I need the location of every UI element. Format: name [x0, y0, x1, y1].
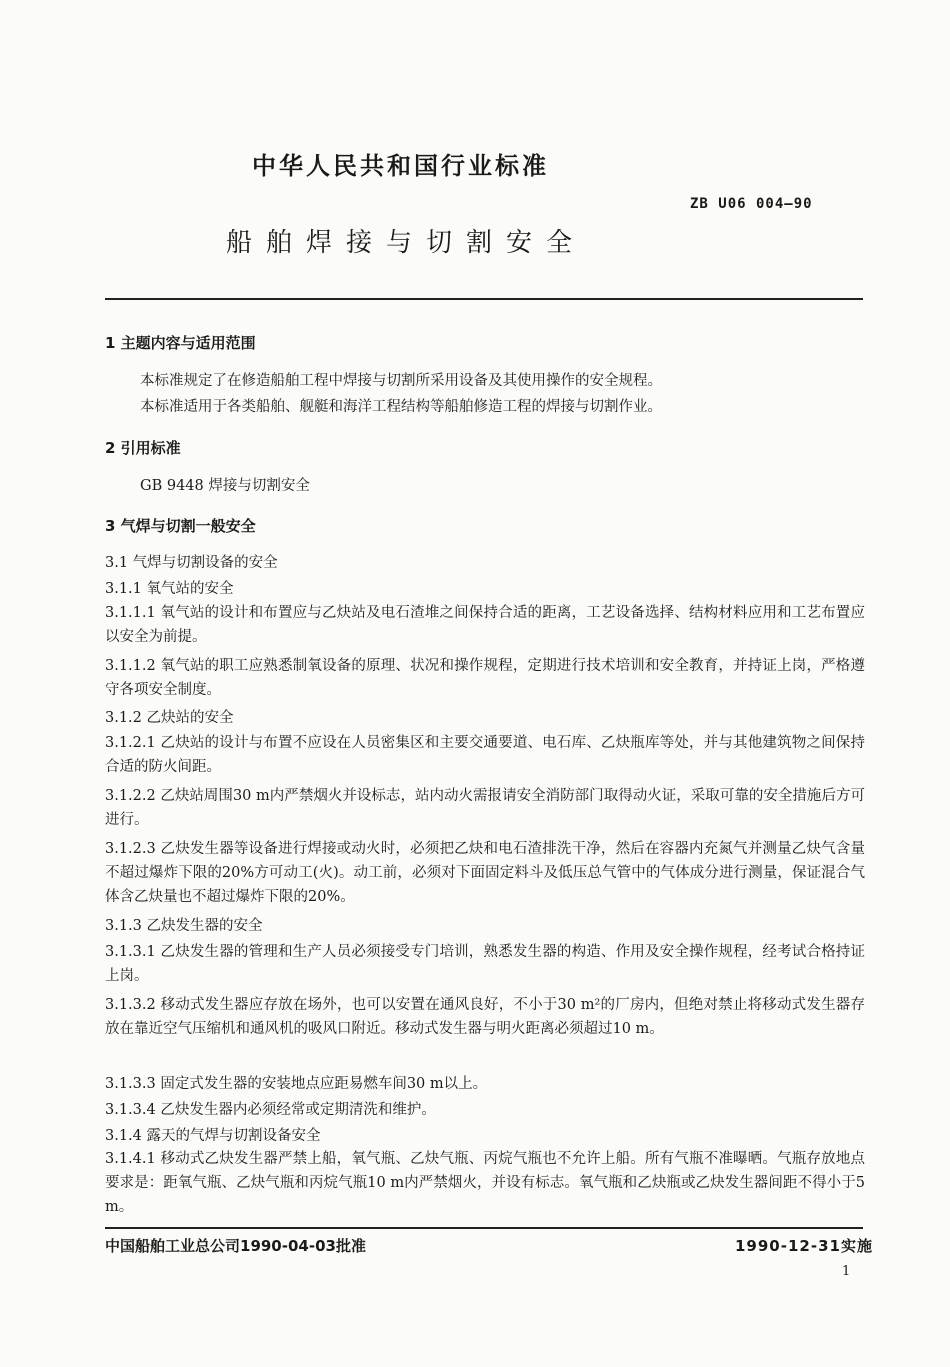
page-number: 1: [842, 1264, 851, 1279]
clause-3-1-1: 3.1.1 氧气站的安全: [105, 581, 234, 597]
clause-3-1-2-2: 3.1.2.2 乙炔站周围30 m内严禁烟火并设标志，站内动火需报请安全消防部门取得动火证，采取可靠的安全措施后方可进行。: [105, 788, 865, 828]
section-3-heading: 3 气焊与切割一般安全: [105, 517, 256, 535]
clause-3-1-2: 3.1.2 乙炔站的安全: [105, 710, 234, 726]
clause-3-1-3-2: 3.1.3.2 移动式发生器应存放在场外，也可以安置在通风良好，不小于30 m²的厂房内，但绝对禁止将移动式发生器存放在靠近空气压缩机和通风机的吸风口附近。移动式发生器与明火距离必须超过10 m。: [105, 997, 865, 1037]
clause-3-1-4-1: 3.1.4.1 移动式乙炔发生器严禁上船，氧气瓶、乙炔气瓶、丙烷气瓶也不允许上船。所有气瓶不准曝晒。气瓶存放地点要求是：距氧气瓶、乙炔气瓶和丙烷气瓶10 m内严禁烟火，并设有标志。氧气瓶和乙炔瓶或乙炔发生器间距不得小于5 m。: [105, 1151, 865, 1215]
section-1-heading: 1 主题内容与适用范围: [105, 334, 256, 352]
clause-3-1-1-2: 3.1.1.2 氧气站的职工应熟悉制氧设备的原理、状况和操作规程，定期进行技术培训和安全教育，并持证上岗，严格遵守各项安全制度。: [105, 658, 865, 698]
clause-3-1-2-3: 3.1.2.3 乙炔发生器等设备进行焊接或动火时，必须把乙炔和电石渣排洗干净，然后在容器内充氮气并测量乙炔气含量不超过爆炸下限的20%方可动工(火)。动工前，必须对下面固定料斗及低压总气管中的气体成分进行测量，保证混合气体含乙炔量也不超过爆炸下限的20%。: [105, 841, 865, 905]
clause-3-1-4: 3.1.4 露天的气焊与切割设备安全: [105, 1128, 321, 1144]
section-1-paragraph-2: 本标准适用于各类船舶、舰艇和海洋工程结构等船舶修造工程的焊接与切割作业。: [140, 399, 662, 415]
clause-3-1-3-1: 3.1.3.1 乙炔发生器的管理和生产人员必须接受专门培训，熟悉发生器的构造、作用及安全操作规程，经考试合格持证上岗。: [105, 944, 865, 984]
effective-date: 1990-12-31实施: [735, 1237, 873, 1255]
header-divider: [105, 298, 863, 300]
standard-category-title: 中华人民共和国行业标准: [252, 152, 549, 180]
clause-3-1-3-4: 3.1.3.4 乙炔发生器内必须经常或定期清洗和维护。: [105, 1102, 436, 1118]
clause-3-1-1-1: 3.1.1.1 氧气站的设计和布置应与乙炔站及电石渣堆之间保持合适的距离，工艺设备选择、结构材料应用和工艺布置应以安全为前提。: [105, 605, 865, 645]
clause-3-1-2-1: 3.1.2.1 乙炔站的设计与布置不应设在人员密集区和主要交通要道、电石库、乙炔瓶库等处，并与其他建筑物之间保持合适的防火间距。: [105, 735, 865, 775]
clause-3-1: 3.1 气焊与切割设备的安全: [105, 555, 278, 571]
approval-note: 中国船舶工业总公司1990-04-03批准: [105, 1237, 366, 1255]
footer-divider: [105, 1227, 863, 1229]
standard-code: ZB U06 004—90: [690, 196, 813, 212]
document-title: 船舶焊接与切割安全: [226, 228, 587, 258]
referenced-standard: GB 9448 焊接与切割安全: [140, 478, 310, 494]
section-1-paragraph-1: 本标准规定了在修造船舶工程中焊接与切割所采用设备及其使用操作的安全规程。: [140, 373, 662, 389]
clause-3-1-3: 3.1.3 乙炔发生器的安全: [105, 918, 263, 934]
section-2-heading: 2 引用标准: [105, 439, 181, 457]
clause-3-1-3-3: 3.1.3.3 固定式发生器的安装地点应距易燃车间30 m以上。: [105, 1076, 488, 1092]
